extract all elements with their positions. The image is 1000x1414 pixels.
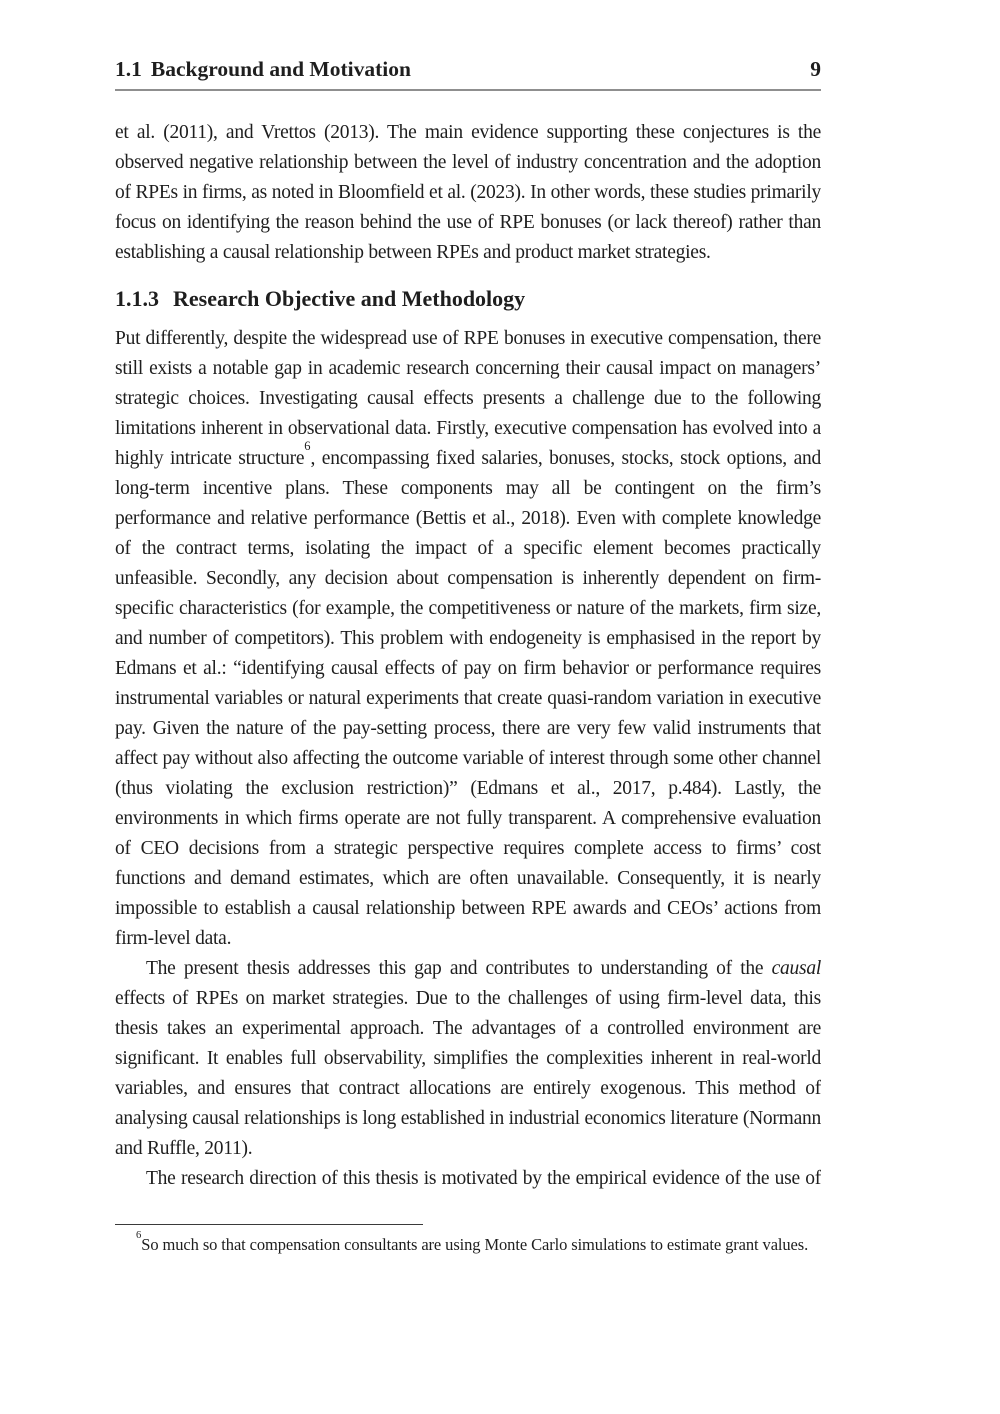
section-heading-number: 1.1.3: [115, 286, 159, 311]
emphasized-word: causal: [771, 958, 821, 979]
footnote-reference-mark: 6: [304, 438, 311, 453]
footnote-text: So much so that compensation consultants are using Monte Carlo simulations to estimate grant values.: [141, 1235, 809, 1254]
footnote-rule: [115, 1224, 423, 1225]
paragraph-thesis-text-continued: effects of RPEs on market strategies. Due to the challenges of using firm-level data, this thesis takes an experimental approach. The advantages of a controlled environment are significant. It enables full observability, simplifies the complexities inherent in real-world variables, and ensures that contract allocations are entirely exogenous. This method of analysing causal relationships is long established in industrial economics literature (Normann and Ruffle, 2011).: [115, 988, 821, 1159]
header-section-title: Background and Motivation: [150, 57, 411, 81]
paragraph-continuation: et al. (2011), and Vrettos (2013). The main evidence supporting these conjectures is the observed negative relationship between the level of industry concentration and the adoption of RPEs in firms, as noted in Bloomfield et al. (2023). In other words, these studies primarily focus on identifying the reason behind the use of RPE bonuses (or lack thereof) rather than establishing a causal relationship between RPEs and product market strategies.: [115, 122, 821, 263]
footnote: [115, 1229, 821, 1257]
paragraph-methodology: [115, 324, 821, 954]
footnote-area: [115, 1224, 821, 1257]
page-number: 9: [810, 57, 821, 81]
running-header: [115, 57, 821, 91]
paragraph-research-direction: The research direction of this thesis is motivated by the empirical evidence of the use of: [146, 1168, 821, 1189]
footnote-marker: 6: [136, 1229, 142, 1241]
section-heading-title: Research Objective and Methodology: [173, 286, 526, 311]
paragraph-thesis-contribution: [115, 954, 821, 1164]
page-body: [115, 118, 821, 1219]
paragraph-thesis-text: The present thesis addresses this gap and contributes to understanding of the: [146, 958, 772, 979]
section-heading: [115, 284, 821, 314]
header-section-number: 1.1: [115, 57, 142, 81]
paragraph-methodology-text-continued: , encompassing fixed salaries, bonuses, stocks, stock options, and long-term incentive plans. These components may all be contingent on the firm’s performance and relative performance (Bettis et al., 2018). Even with complete knowledge of the contract terms, isolating the impact of a specific element becomes practically unfeasible. Secondly, any decision about compensation is inherently dependent on firm-specific characteristics (for example, the competitiveness or nature of the markets, firm size, and number of competitors). This problem with endogeneity is emphasised in the report by Edmans et al.: “identifying causal effects of pay on firm behavior or performance requires instrumental variables or natural experiments that create quasi-random variation in executive pay. Given the nature of the pay-setting process, there are very few valid instruments that affect pay without also affecting the outcome variable of interest through some other channel (thus violating the exclusion restriction)” (Edmans et al., 2017, p.484). Lastly, the environments in which firms operate are not fully transparent. A comprehensive evaluation of CEO decisions from a strategic perspective requires complete access to firms’ cost functions and demand estimates, which are often unavailable. Consequently, it is nearly impossible to establish a causal relationship between RPE awards and CEOs’ actions from firm-level data.: [115, 448, 821, 949]
header-section: [115, 57, 411, 82]
paragraph-methodology-text: Put differently, despite the widespread use of RPE bonuses in executive compensation, there still exists a notable gap in academic research concerning their causal impact on managers’ strategic choices. Investigating causal effects presents a challenge due to the following limitations inherent in observational data. Firstly, executive compensation has evolved into a highly intricate structure: [115, 328, 821, 469]
